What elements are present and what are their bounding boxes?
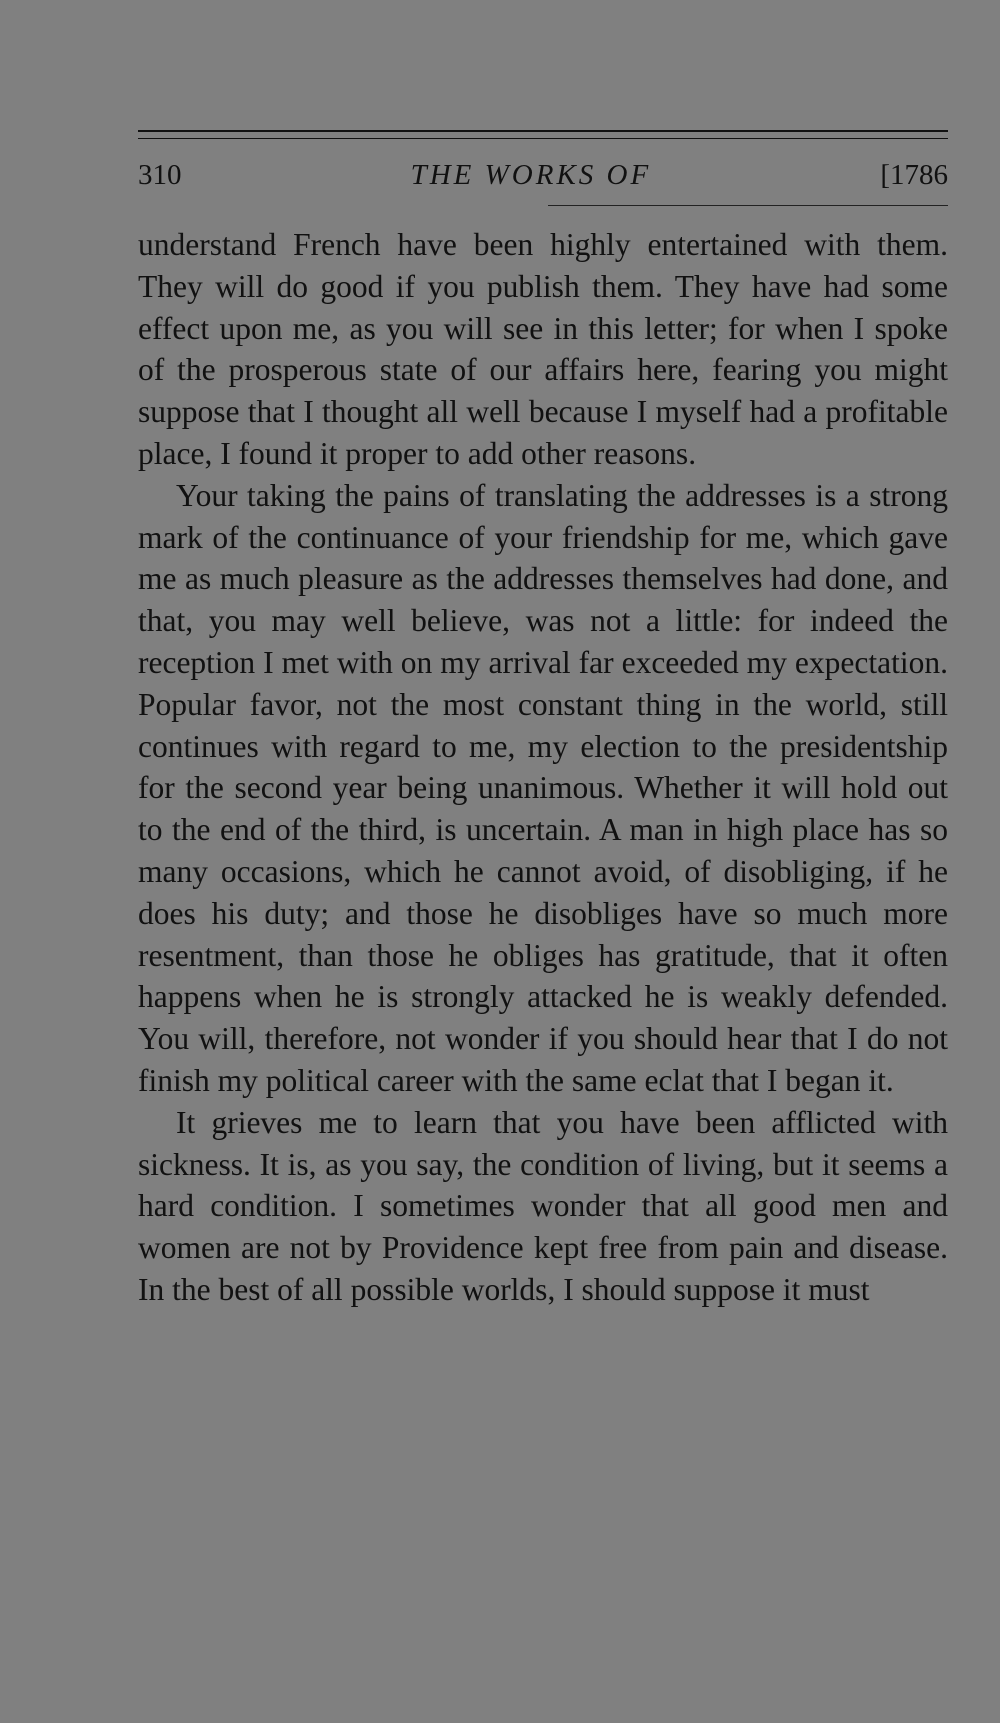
header-double-rule (138, 130, 948, 139)
book-page (138, 130, 948, 1311)
paragraph-continued: understand French have been highly entertained with them. They will do good if you publish them. They have had some effect upon me, as you will see in this letter; for when I spoke of the prosperous state of our affairs here, fearing you might suppose that I thought all well because I myself had a profitable place, I found it proper to add other reasons. (138, 227, 948, 471)
running-head (138, 157, 948, 197)
body-text (138, 224, 948, 1311)
paragraph: Your taking the pains of translating the addresses is a strong mark of the continuance of your friendship for me, which gave me as much pleasure as the addresses themselves had done, and that, you may well believe, was not a little: for indeed the reception I met with on my arrival far exceeded my expectation. Popular favor, not the most constant thing in the world, still continues with regard to me, my election to the presidentship for the second year being unanimous. Whether it will hold out to the end of the third, is uncertain. A man in high place has so many occasions, which he cannot avoid, of disobliging, if he does his duty; and those he disobliges have so much more resentment, than those he obliges has gratitude, that it often happens when he is strongly attacked he is weakly defended. You will, therefore, not wonder if you should hear that I do not finish my political career with the same eclat that I began it. (138, 477, 948, 1098)
year-marker: [1786 (880, 159, 948, 191)
page-number: 310 (138, 159, 182, 191)
running-title: THE WORKS OF (410, 159, 652, 191)
paragraph: It grieves me to learn that you have been afflicted with sickness. It is, as you say, the condition of living, but it seems a hard condition. I sometimes wonder that all good men and women are not by Providence kept free from pain and disease. In the best of all possible worlds, I should suppose it must (138, 1104, 948, 1307)
header-thin-rule (548, 205, 948, 206)
